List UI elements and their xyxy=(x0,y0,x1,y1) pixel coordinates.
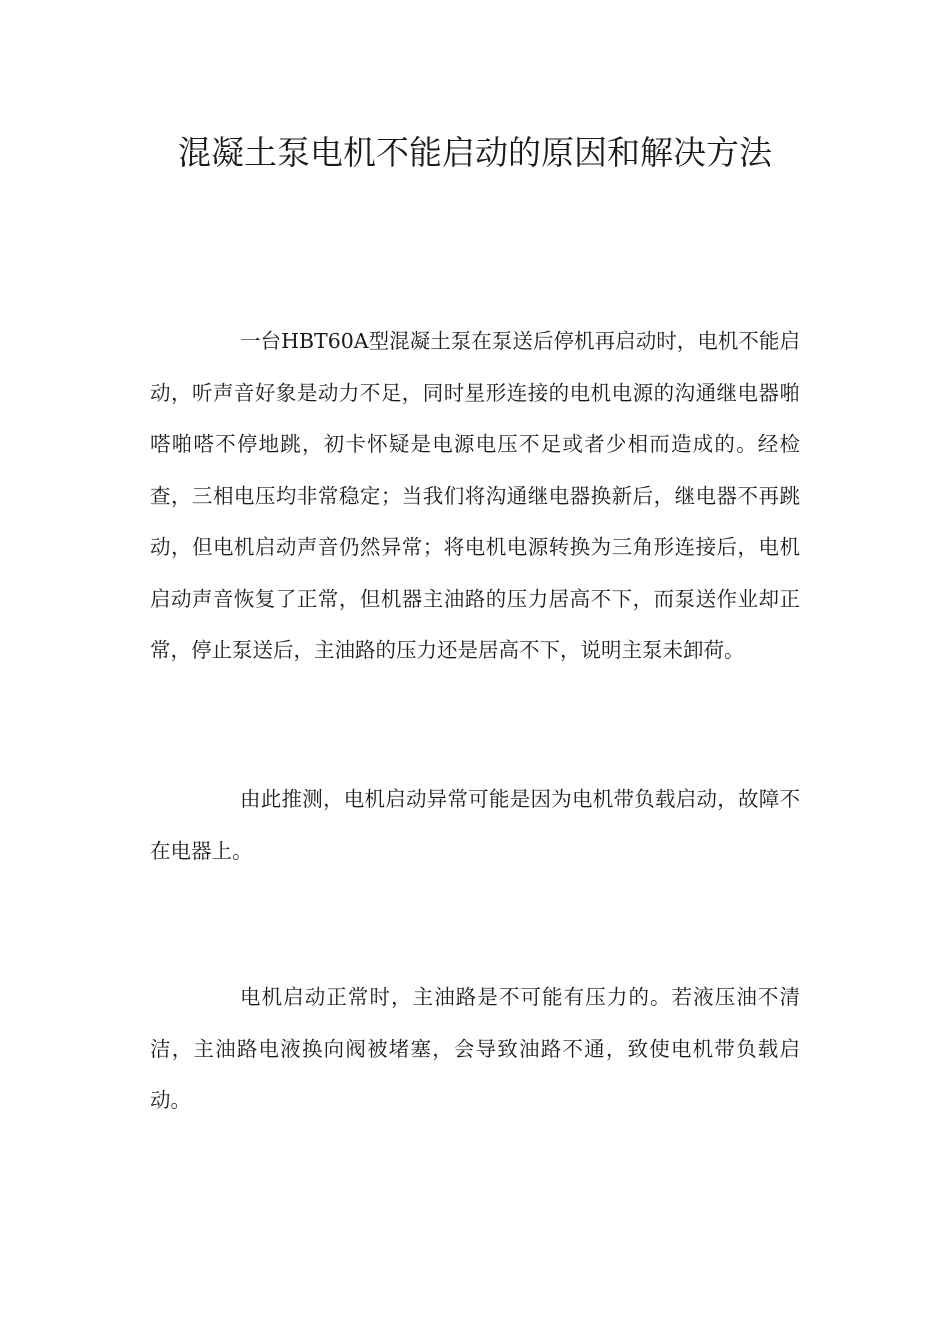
paragraph-3: 电机启动正常时，主油路是不可能有压力的。若液压油不清洁，主油路电液换向阀被堵塞，会导致油路不通，致使电机带负载启动。 xyxy=(150,985,800,1112)
paragraph-2: 由此推测，电机启动异常可能是因为电机带负载启动，故障不在电器上。 xyxy=(150,787,800,863)
paragraph-1: 一台HBT60A型混凝土泵在泵送后停机再启动时，电机不能启动，听声音好象是动力不足，同时星形连接的电机电源的沟通继电器啪嗒啪嗒不停地跳，初卡怀疑是电源电压不足或者少相而造成的。经检查，三相电压均非常稳定；当我们将沟通继电器换新后，继电器不再跳动，但电机启动声音仍然异常；将电机电源转换为三角形连接后，电机启动声音恢复了正常，但机器主油路的压力居高不下，而泵送作业却正常，停止泵送后，主油路的压力还是居高不下，说明主泵未卸荷。 xyxy=(150,329,800,662)
document-title: 混凝土泵电机不能启动的原因和解决方法 xyxy=(178,133,772,172)
